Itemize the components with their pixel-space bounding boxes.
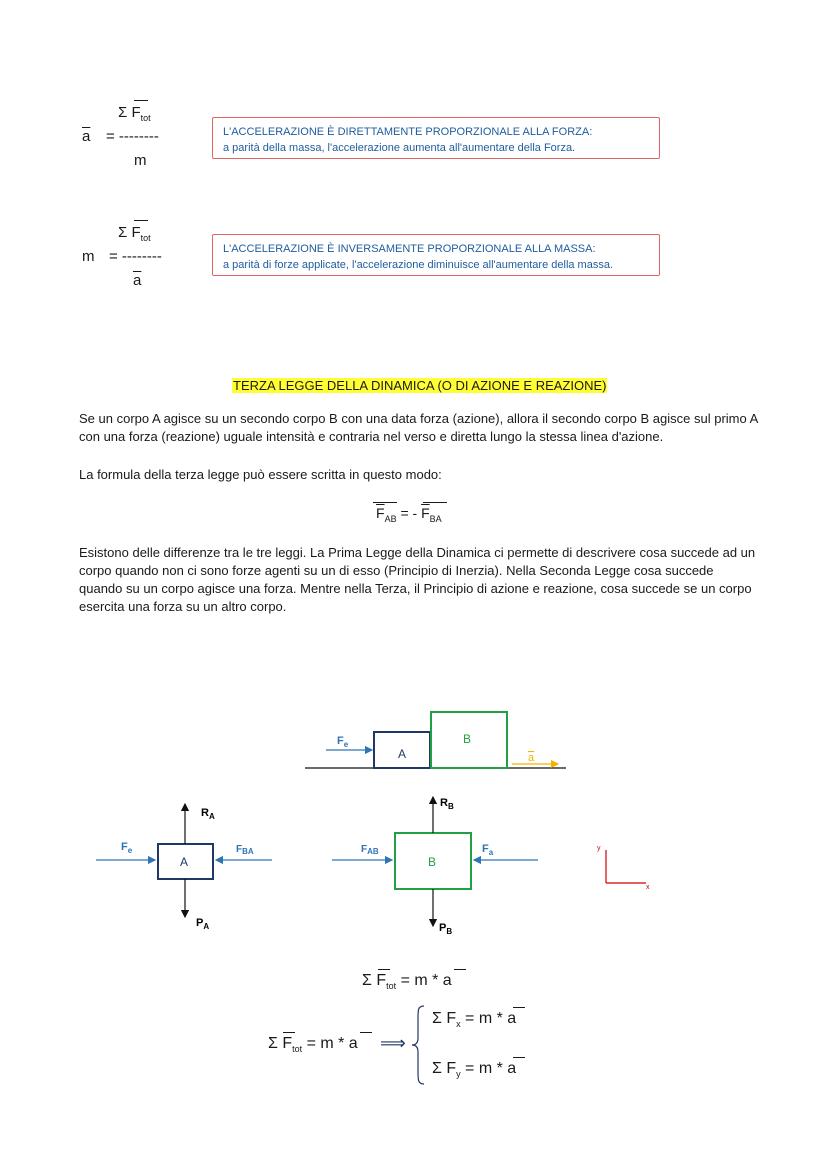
- info-box-direct-line2: a parità della massa, l'accelerazione aumenta all'aumentare della Forza.: [223, 142, 576, 154]
- fbd-b-label: B: [428, 855, 437, 869]
- acceleration-label: a: [528, 752, 535, 764]
- formula1-eq: = --------: [106, 128, 159, 145]
- paragraph-differences: Esistono delle differenze tra le tre leggi. La Prima Legge della Dinamica ci permette di descrivere cosa succede ad un corpo quando non ci sono forze agenti su un di esso (Principio di Inerzia). Nella Seconda Legge cosa succede quando su un corpo agisce una forza. Mentre nella Terza, il Principio di azione e reazione, cosa succede se un corpo esercita una forza su un altro corpo.: [79, 545, 756, 614]
- formula1-denominator: m: [134, 152, 147, 169]
- section-heading: TERZA LEGGE DELLA DINAMICA (O DI AZIONE E REAZIONE): [233, 378, 607, 393]
- overline-mark: [134, 220, 148, 221]
- reaction-ra-label: $R_A$: [201, 807, 215, 821]
- third-law-formula: $\overline{F}_{AB}$ = - $\overline{F}_{BA}$: [376, 505, 442, 524]
- weight-pa-label: $P_A$: [196, 917, 210, 931]
- overline-mark: [513, 1007, 525, 1008]
- implies-arrow-icon: ⟹: [380, 1033, 406, 1053]
- fbd-a-fba-label: $F_{BA}$: [236, 844, 254, 856]
- equation-main: Σ $F_{tot} = m * a$: [362, 972, 452, 992]
- fbd-a-fe-label: $F_e$: [121, 841, 133, 855]
- forces-diagram: [0, 690, 828, 950]
- info-box-inverse: [212, 234, 660, 276]
- fbd-b-fab-label: $F_{AB}$: [361, 844, 379, 856]
- info-box-direct-line1: L'ACCELERAZIONE È DIRETTAMENTE PROPORZIONALE ALLA FORZA:: [223, 126, 593, 138]
- block-a-label: A: [398, 747, 407, 761]
- overline-mark: [283, 1032, 295, 1033]
- equation-fy: Σ $F_y = m * a$: [432, 1060, 517, 1080]
- overline-mark: [378, 969, 390, 970]
- force-fe-label: $F_e$: [337, 735, 349, 749]
- overline-mark: [423, 502, 447, 503]
- fbd-b-fa-label: $F_a$: [482, 843, 494, 857]
- block-b-label: B: [463, 732, 472, 746]
- reaction-rb-label: $R_B$: [440, 797, 454, 811]
- paragraph-formula-intro: La formula della terza legge può essere scritta in questo modo:: [79, 467, 442, 482]
- paragraph-third-law: Se un corpo A agisce su un secondo corpo B con una data forza (azione), allora il secondo corpo B agisce sul primo A con una forza (reazione) uguale intensità e contraria nel verso e diretta lungo la stessa linea d'azione.: [79, 411, 758, 444]
- y-axis-label: y: [597, 845, 601, 852]
- equation-fx: Σ $F_x = m * a$: [432, 1010, 517, 1030]
- overline-mark: [513, 1057, 525, 1058]
- formula1-numerator: Σ $F_{tot}$: [118, 104, 151, 123]
- curly-brace-icon: [410, 1004, 426, 1086]
- overline-mark: [134, 100, 148, 101]
- formula1-lhs: $\overline{a}$: [82, 128, 91, 145]
- weight-pb-label: $P_B$: [439, 922, 453, 936]
- formula2-eq: = --------: [109, 248, 162, 265]
- overline-mark: [360, 1032, 372, 1033]
- x-axis-label: x: [646, 884, 650, 891]
- formula2-lhs: m: [82, 248, 95, 265]
- formula2-numerator: Σ $F_{tot}$: [118, 224, 151, 243]
- equation-system-lhs: Σ $F_{tot} = m * a$: [268, 1035, 358, 1055]
- info-box-direct: [212, 117, 660, 159]
- info-box-inverse-line1: L'ACCELERAZIONE È INVERSAMENTE PROPORZIONALE ALLA MASSA:: [223, 243, 596, 255]
- info-box-inverse-line2: a parità di forze applicate, l'accelerazione diminuisce all'aumentare della massa.: [223, 259, 614, 271]
- overline-mark: [373, 502, 397, 503]
- formula2-denominator: $\overline{a}$: [133, 272, 142, 289]
- fbd-a-label: A: [180, 855, 189, 869]
- overline-mark: [454, 969, 466, 970]
